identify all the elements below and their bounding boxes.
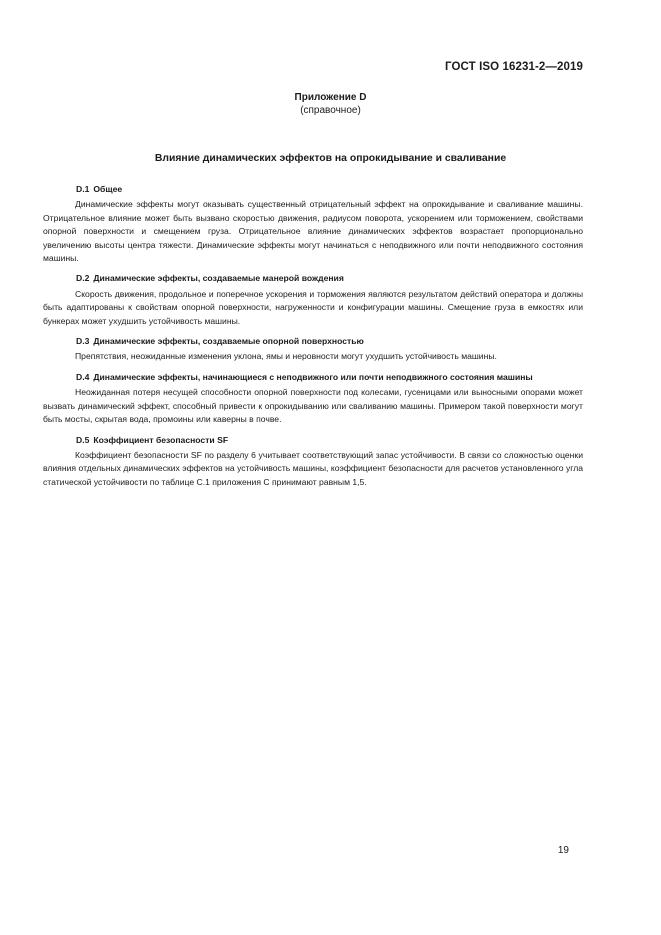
section-number: D.5	[76, 434, 90, 445]
page-title: Влияние динамических эффектов на опрокидывание и сваливание	[154, 153, 507, 164]
section-number: D.3	[76, 336, 90, 347]
section-heading	[75, 335, 583, 348]
document-code: ГОСТ ISO 16231-2—2019	[445, 61, 583, 73]
section-number: D.2	[76, 273, 90, 284]
appendix-title: Приложение D	[294, 92, 367, 103]
page-number: 19	[557, 845, 569, 856]
section-heading-text: Динамические эффекты, создаваемые манерой вождения	[93, 273, 344, 284]
paragraph: Скорость движения, продольное и поперечное ускорения и торможения являются результатом действий оператора и должны быть адаптированы к свойствам опорной поверхности, нагруженности и конфигурации машины. Смещение груза в емкостях или бункерах может ухудшить устойчивость машины.	[43, 288, 583, 326]
document-body	[43, 183, 583, 496]
section-heading-text: Коэффициент безопасности SF	[93, 434, 229, 445]
section-heading-text: Общее	[93, 184, 123, 194]
paragraph: Неожиданная потеря несущей способности опорной поверхности под колесами, гусеницами или выносными опорами может вызвать динамический эффект, способный привести к опрокидыванию или сваливанию машины. Примером такой поверхности могут быть мосты, скрытая вода, промоины или каверны в почве.	[43, 387, 583, 425]
section-heading	[75, 272, 583, 285]
section-d2	[43, 272, 583, 328]
section-d4	[43, 371, 583, 427]
paragraph: Препятствия, неожиданные изменения уклона, ямы и неровности могут ухудшить устойчивость машины.	[75, 351, 497, 362]
section-d1	[43, 183, 583, 265]
section-d3	[75, 335, 583, 364]
paragraph: Динамические эффекты могут оказывать существенный отрицательный эффект на опрокидывание и сваливание машины. Отрицательное влияние может быть вызвано скоростью движения, радиусом поворота, ускорением или торможением, свойствами опорной поверхности и смещением груза. Отрицательное влияние динамических эффектов возрастает пропорционально увеличению высоты центра тяжести. Динамические эффекты могут начинаться с неподвижного или почти неподвижного состояния машины.	[43, 199, 583, 264]
section-heading	[75, 183, 583, 196]
section-heading-text: Динамические эффекты, создаваемые опорной поверхностью	[93, 336, 364, 347]
paragraph: Коэффициент безопасности SF по разделу 6 учитывает соответствующий запас устойчивости. В связи со сложностью оценки влияния отдельных динамических эффектов на устойчивость машины, коэффициент безопасности для расчетов установленного угла статической устойчивости по таблице C.1 приложения C принимают равным 1,5.	[43, 449, 583, 487]
appendix-subtitle: (справочное)	[300, 105, 361, 116]
section-heading	[75, 371, 583, 384]
section-heading-text: Динамические эффекты, начинающиеся с неподвижного или почти неподвижного состояния машины	[93, 371, 533, 382]
section-number: D.4	[76, 371, 90, 382]
section-heading	[75, 434, 583, 447]
section-number: D.1	[76, 184, 90, 194]
appendix-heading	[0, 91, 661, 117]
section-d5	[43, 434, 583, 490]
